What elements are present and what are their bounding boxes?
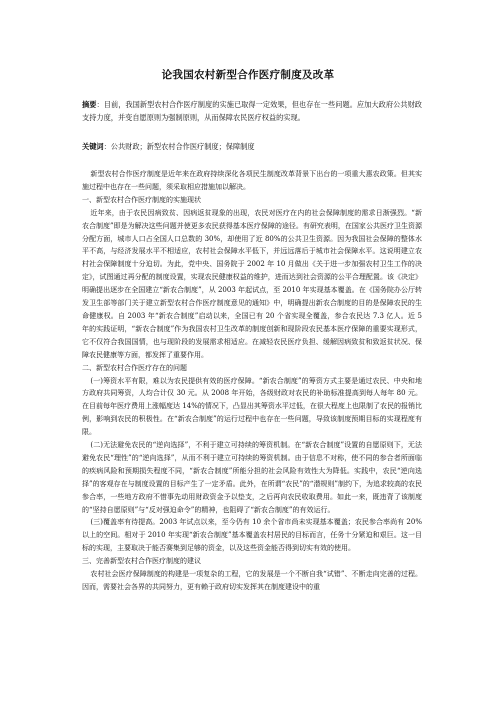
- abstract-label: 摘要: [82, 100, 97, 109]
- body-paragraph: (二)无法避免农民的“逆向选择”，不利于建立可持续的筹资机制。在“新农合制度”设置的自愿原则下，无法避免农民“理性”的“逆向选择”，从而不利于建立可持续的筹资机制。由于信息不对称，使不同的参合者所面临的疾病风险和预期损失程度不同，“新农合制度”所能分担的社会风险有效性大为降低。实践中，农民“逆向选择”的客观存在与制度设置的目标产生了一定矛盾。此外，在所谓“农民”的“潜规则”制约下，为追求较高的农民参合率，一些地方政府不惜事先动用财政资金予以垫支，之后再向农民收取费用。如此一来，既违背了该制度的“坚持自愿原则”与“反对强迫命令”的精神，也阻碍了“新农合制度”的有效运行。: [82, 441, 422, 514]
- body-text: [82, 168, 422, 594]
- page-title: 论我国农村新型合作医疗制度及改革: [161, 69, 335, 81]
- body-paragraph: (一)筹资水平有限，难以为农民提供有效的医疗保障。“新农合制度”的筹资方式主要是通过农民、中央和地方政府共同筹资，人均合计仅 30 元。从 2008 年开始，各级财政对农民的补助标准提高到每人每年 80 元。在目前每年医疗费用上涨幅度达 14%的情况下，凸显出其筹资水平过低，在很大程度上也限制了农民的报销比例，影响到农民的积极性。在“新农合制度”的运行过程中也存在一些问题，导致该制度预期目标的实现程度有限。: [82, 376, 422, 437]
- section-heading: 三、完善新型农村合作医疗制度的建议: [82, 557, 201, 566]
- section-heading: 二、新型农村合作医疗存在的问题: [82, 363, 187, 372]
- abstract: [82, 98, 422, 124]
- body-paragraph: 农村社会医疗保障制度的构建是一项复杂的工程，它的发展是一个不断自我“试错”、不断走向完善的过程。因而，需要社会各界的共同努力，更有赖于政府切实发挥其在制度建设中的重: [82, 570, 422, 591]
- keywords-text: ：公共财政；新型农村合作医疗制度；保障制度: [103, 142, 255, 151]
- body-paragraph: 新型农村合作医疗制度是近年来在政府持续深化各项民生制度改革背景下出台的一项重大惠农政策。但其实施过程中也存在一些问题，须采取相应措施加以解决。: [82, 170, 422, 191]
- body-paragraph: (三)覆盖率有待提高。2003 年试点以来，至今仍有 10 余个省市尚未实现基本覆盖；农民参合率尚有 20%以上的空间。相对于 2010 年实现“新农合制度”基本覆盖农村居民的目标而言，任务十分紧迫和艰巨。这一目标的实现，主要取决于能否赛集到足够的资金，以及这些资金能否得到切实有效的使用。: [82, 518, 422, 553]
- section-heading: 一、新型农村合作医疗制度的实施现状: [82, 195, 201, 204]
- body-paragraph: 近年来，由于农民因病致贫、因病返贫现象的出现，农民对医疗在内的社会保障制度的需求日渐强烈。“新农合制度”即是为解决这些问题并使更多农民获得基本医疗保障的途径。有研究表明，在国家公共医疗卫生资源分配方面，城市人口占全国人口总数的 30%，却使用了近 80%的公共卫生资源。因为我国社会保障的整体水平不高，与经济发展水平不相适应，农村社会保障水平低下，并远远落后于城市社会保障水平。这说明建立农村社会保障制度十分迫切。为此，党中央、国务院于 2002 年 10 月做出《关于进一步加强农村卫生工作的决定》，试图通过再分配的制度设置，实现农民健康权益的维护，进而达到社会资源的公平合理配置。该《决定》明确提出逐步在全国建立“新农合制度”，从 2003 年起试点，至 2010 年实现基本覆盖。在《国务院办公厅转发卫生部等部门关于建立新型农村合作医疗制度意见的通知》中，明确提出新农合制度的目的是保障农民的生命健康权。自 2003 年“新农合制度”启动以来，全国已有 20 个省实现全覆盖，参合农民达 7.3 亿人。近 5 年的实践证明，“新农合制度”作为我国农村卫生改革的制度创新和现阶段农民基本医疗保障的重要实现形式，它不仅符合我国国情，也与现阶段的发展需求相适应。在减轻农民医疗负担、缓解因病致贫和致返贫状况、保障农民健康等方面，都发挥了重要作用。: [82, 208, 422, 359]
- abstract-text: ：目前，我国新型农村合作医疗制度的实施已取得一定效果，但也存在一些问题。应加大政府公共财政支持力度，并变自愿原则为强制原则，从而保障农民医疗权益的实现。: [82, 100, 422, 122]
- keywords: [82, 140, 422, 153]
- keywords-label: 关键词: [82, 142, 104, 151]
